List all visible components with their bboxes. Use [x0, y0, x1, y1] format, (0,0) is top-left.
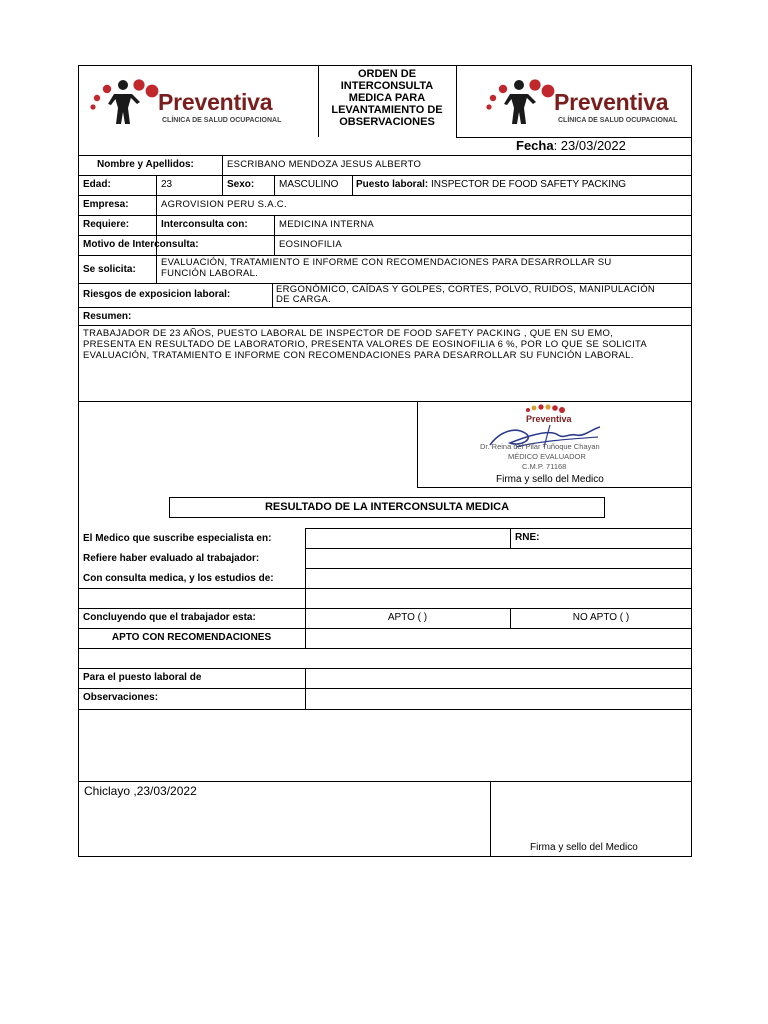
resumen-label: Resumen: — [83, 311, 132, 322]
fecha-value: : 23/03/2022 — [553, 138, 626, 153]
divider — [456, 65, 457, 137]
sexo-value: MASCULINO — [279, 179, 339, 190]
interconsulta-label: Interconsulta con: — [161, 219, 248, 230]
place-date: Chiclayo ,23/03/2022 — [84, 784, 197, 798]
requiere-label: Requiere: — [83, 219, 130, 230]
form-title — [318, 68, 456, 128]
logo-wordmark: Preventiva — [158, 89, 273, 115]
no-apto-option: NO APTO ( ) — [572, 612, 630, 623]
riesgos-line: DE CARGA. — [276, 294, 331, 305]
logo-left — [86, 74, 311, 130]
solicita-line: FUNCIÓN LABORAL. — [161, 268, 259, 279]
title-line: OBSERVACIONES — [339, 116, 435, 128]
logo-subtitle: CLÍNICA DE SALUD OCUPACIONAL — [162, 117, 282, 124]
title-line: INTERCONSULTA — [340, 80, 434, 92]
title-line: ORDEN DE — [357, 68, 417, 80]
stamp-brand: Preventiva — [526, 414, 572, 424]
consulta-label: Con consulta medica, y los estudios de: — [83, 573, 274, 584]
riesgos-line: ERGONÓMICO, CAÍDAS Y GOLPES, CORTES, POLVO, RUIDOS, MANIPULACIÓN — [276, 284, 656, 295]
stamp-caption: Firma y sello del Medico — [496, 474, 604, 485]
fecha-label: Fecha — [516, 138, 554, 153]
logo-subtitle: CLÍNICA DE SALUD OCUPACIONAL — [558, 117, 678, 124]
solicita-line: EVALUACIÓN, TRATAMIENTO E INFORME CON RECOMENDACIONES PARA DESARROLLAR SU — [161, 257, 612, 268]
nombre-value: ESCRIBANO MENDOZA JESUS ALBERTO — [227, 159, 422, 170]
solicita-label: Se solicita: — [83, 264, 136, 275]
puesto-value: INSPECTOR DE FOOD SAFETY PACKING — [428, 179, 627, 190]
empresa-value: AGROVISION PERU S.A.C. — [161, 199, 287, 210]
refiere-label: Refiere haber evaluado al trabajador: — [83, 553, 260, 564]
doctor-stamp — [470, 403, 640, 473]
footer-signature-caption: Firma y sello del Medico — [530, 842, 638, 853]
resumen-line: TRABAJADOR DE 23 AÑOS, PUESTO LABORAL DE INSPECTOR DE FOOD SAFETY PACKING , QUE EN SU EMO, — [83, 328, 614, 339]
logo-right — [482, 74, 692, 130]
puesto-destino-label: Para el puesto laboral de — [83, 672, 202, 683]
logo-figure-icon — [482, 74, 556, 130]
empresa-label: Empresa: — [83, 199, 129, 210]
logo-figure-icon — [86, 74, 160, 130]
motivo-label: Motivo de Interconsulta: — [83, 239, 199, 250]
stamp-cmp: C.M.P. 71168 — [522, 462, 567, 471]
interconsulta-value: MEDICINA INTERNA — [279, 219, 375, 230]
apto-option: APTO ( ) — [387, 612, 428, 623]
puesto-laboral — [356, 179, 626, 191]
concluyendo-label: Concluyendo que el trabajador esta: — [83, 612, 256, 623]
logo-wordmark: Preventiva — [554, 89, 669, 115]
motivo-value: EOSINOFILIA — [279, 239, 342, 250]
especialista-label: El Medico que suscribe especialista en: — [83, 533, 272, 544]
puesto-label: Puesto laboral: — [356, 179, 429, 190]
sexo-label: Sexo: — [227, 179, 255, 190]
nombre-label: Nombre y Apellidos: — [97, 159, 194, 170]
resumen-line: EVALUACIÓN, TRATAMIENTO E INFORME CON RECOMENDACIONES PARA DESARROLLAR SU FUNCIÓN LABORAL. — [83, 350, 634, 361]
stamp-doctor: Dr. Reina del Pilar Tuñoque Chayan — [480, 442, 600, 451]
stamp-role: MÉDICO EVALUADOR — [508, 452, 586, 461]
apto-recomendaciones-label: APTO CON RECOMENDACIONES — [111, 632, 272, 643]
resumen-line: PRESENTA EN RESULTADO DE LABORATORIO, PRESENTA VALORES DE EOSINOFILIA 6 %, POR LO QUE SE SOLICITA — [83, 339, 648, 350]
edad-label: Edad: — [83, 179, 111, 190]
riesgos-label: Riesgos de exposicion laboral: — [83, 289, 231, 300]
observaciones-label: Observaciones: — [83, 692, 159, 703]
edad-value: 23 — [161, 179, 173, 190]
title-line: MEDICA PARA — [348, 92, 426, 104]
title-line: LEVANTAMIENTO DE — [331, 104, 443, 116]
fecha — [516, 139, 626, 153]
result-title: RESULTADO DE LA INTERCONSULTA MEDICA — [264, 501, 510, 513]
rne-label: RNE: — [515, 532, 540, 543]
